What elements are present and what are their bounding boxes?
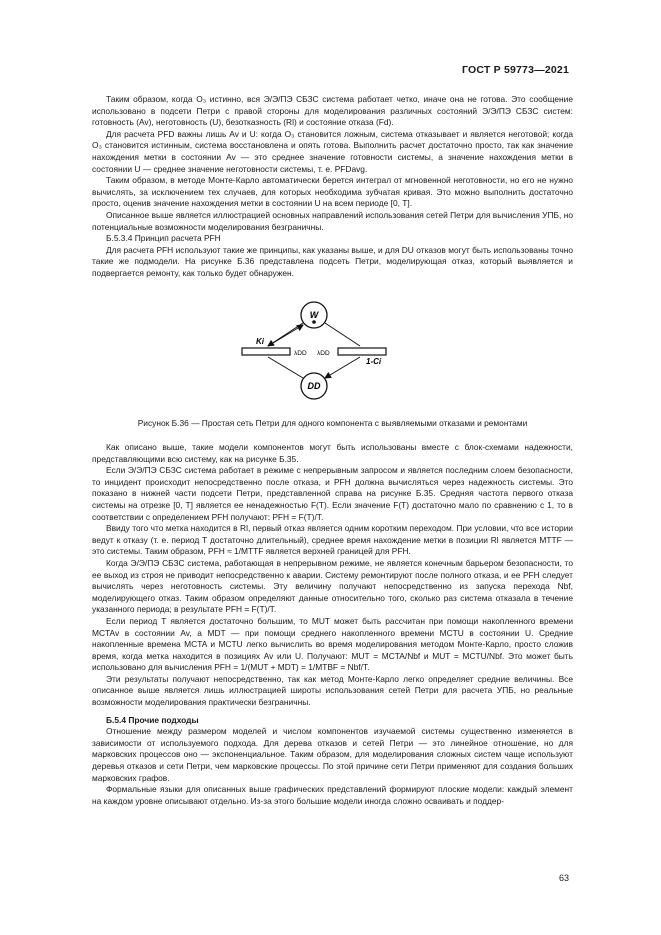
place-w-label: W xyxy=(309,310,319,320)
figure-caption: Рисунок Б.36 — Простая сеть Петри для одного компонента с выявляемыми отказами и ремонтами xyxy=(137,418,528,428)
rate-right-label: λDD xyxy=(317,350,330,357)
paragraph: Для расчета PFH используют такие же принципы, как указаны выше, и для DU отказов могут быть использованы точно такие же подмодели. На рисунке Б.36 представлена подсеть Петри, моделирующая отказ, который выявляется и подвергается ремонту, как только будет обнаружен. xyxy=(92,244,573,278)
paragraph: Ввиду того что метка находится в Rl, первый отказ является одним коротким переходом. При условии, что все истории ведут к отказу (т. е. период T достаточно длительный), среднее время нахождение метки в позиции Rl является MTTF — это системы. Таким образом, PFH ≈ 1/MTTF является верхней границей для PFH. xyxy=(92,523,573,557)
place-dd-label: DD xyxy=(307,381,321,391)
paragraph: Если Э/Э/ПЭ СБЗС система работает в режиме с непрерывным запросом и является последним слоем безопасности, то инцидент происходит непосредственно после отказа, и PFH должна вычисляться через надежность системы. Это показано в нижней части подсети Петри, представленной справа на рисунке Б.35. Средняя частота первого отказа системы на отрезке [0, T] является ее ненадежностью F(T). Если значение F(T) достаточно мало по сравнению с 1, то в соответствии с определением PFH получают: PFH = F(T)/T. xyxy=(92,465,573,522)
text-block-top xyxy=(92,94,573,280)
standard-header: ГОСТ Р 59773—2021 xyxy=(461,64,569,76)
paragraph: Таким образом, когда O₃ истинно, вся Э/Э/ПЭ СБЗС система работает четко, иначе она не готова. Это сообщение использовано в подсети Петри с правой стороны для моделирования различных состояний Э/Э/ПЭ СБЗС систем: готовность (Av), неготовность (U), безотказность (Rl) и состояние отказа (Fd). xyxy=(92,94,573,128)
paragraph: Если период T является достаточно большим, то MUT может быть рассчитан при помощи накопленного времени MCTAv в состоянии Av, а MDT — при помощи среднего накопленного времени MCTU в состоянии U. Средние накопленные времена MCTA и MCTU легко вычислить во время моделирования методом Монте-Карло, просто сложив время, когда метка находится в позициях Av или U. Получают: MUT = MCTA/Nbf и MUT = MCTU/Nbf. Это может быть использовано для вычисления PFH = 1/(MUT + MDT) = 1/MTBF = Nbf/T. xyxy=(92,615,573,673)
paragraph: Эти результаты получают непосредственно, так как метод Монте-Карло легко определяет средние величины. Все описанное выше является лишь иллюстрацией широты использования сетей Петри для расчета УПБ, но реальные возможности моделирования практически безграничны. xyxy=(92,673,573,708)
petri-net-figure xyxy=(92,300,573,410)
rate-left-label: λDD xyxy=(294,350,307,357)
paragraph: Для расчета PFD важны лишь Av и U: когда O₃ становится ложным, система отказывает и является неготовой; когда O₃ становится истинным, система восстановлена и опять готова. Выполнить расчет достаточно просто, так как значение нахождения метки в состоянии Av — это среднее значение готовности системы, а значение нахождения метки в состоянии U — среднее значение неготовности системы, т. е. PFDavg. xyxy=(92,128,573,174)
transition-left xyxy=(242,348,290,355)
paragraph: Когда Э/Э/ПЭ СБЗС система, работающая в непрерывном режиме, не является конечным барьером безопасности, то ее выход из строя не приводит непосредственно к аварии. Систему ремонтируют после полного отказа, и ее PFH следует вычислять через неготовность системы. Эту величину получают непосредственно из запуска перехода Nbf, моделирующего отказ. Таким образом определяют данные относительно того, сколько раз система отказала в течение указанного периода; в результате PFH = F(T)/T. xyxy=(92,557,573,615)
paragraph: Описанное выше является иллюстрацией основных направлений использования сетей Петри для вычисления УПБ, но потенциальные возможности моделирования безграничны. xyxy=(92,209,573,232)
paragraph: Таким образом, в методе Монте-Карло автоматически берется интеграл от мгновенной неготовности, но его не нужно вычислять, за исключением тех случаев, для которых необходима зубчатая кривая. Это можно выполнить достаточно просто, оценив значение нахождения метки в состоянии U на всем периоде [0, T]. xyxy=(92,175,573,209)
page-number: 63 xyxy=(558,873,569,883)
paragraph: Отношение между размером моделей и числом компонентов изучаемой системы существенно изменяется в зависимости от используемого подхода. Для дерева отказов и сетей Петри — это линейное отношение, но для марковских процессов оно — экспоненциальное. Таким образом, для моделирования сложных систем чаще используют деревья отказов и сети Петри, чем марковские процессы. По этой причине сети Петри применяют для создания больших марковских графов. xyxy=(92,726,573,783)
subsection-title: Б.5.3.4 Принцип расчета PFH xyxy=(106,233,221,244)
paragraph: Формальные языки для описанных выше графических представлений формируют плоские модели: каждый элемент на каждом уровне описывают отдельно. Из-за этого большие модели иногда сложно осваивать и поддер- xyxy=(92,784,573,806)
section-heading: Б.5.4 Прочие подходы xyxy=(106,714,199,725)
arc-w-to-right xyxy=(325,323,360,346)
arc-right-to-dd xyxy=(325,357,360,378)
transition-left-label: Ki xyxy=(256,337,264,346)
transition-right-label: 1-Ci xyxy=(366,357,382,366)
arc-left-to-w xyxy=(268,325,303,346)
transition-right xyxy=(338,348,386,355)
token-dot xyxy=(312,320,316,324)
petri-net-diagram xyxy=(92,300,573,410)
paragraph: Как описано выше, такие модели компонентов могут быть использованы вместе с блок-схемами надежности, представляющими всю систему, как на рисунке Б.35. xyxy=(92,442,573,464)
text-block-bottom xyxy=(92,442,573,807)
arc-dd-to-left xyxy=(268,357,303,378)
